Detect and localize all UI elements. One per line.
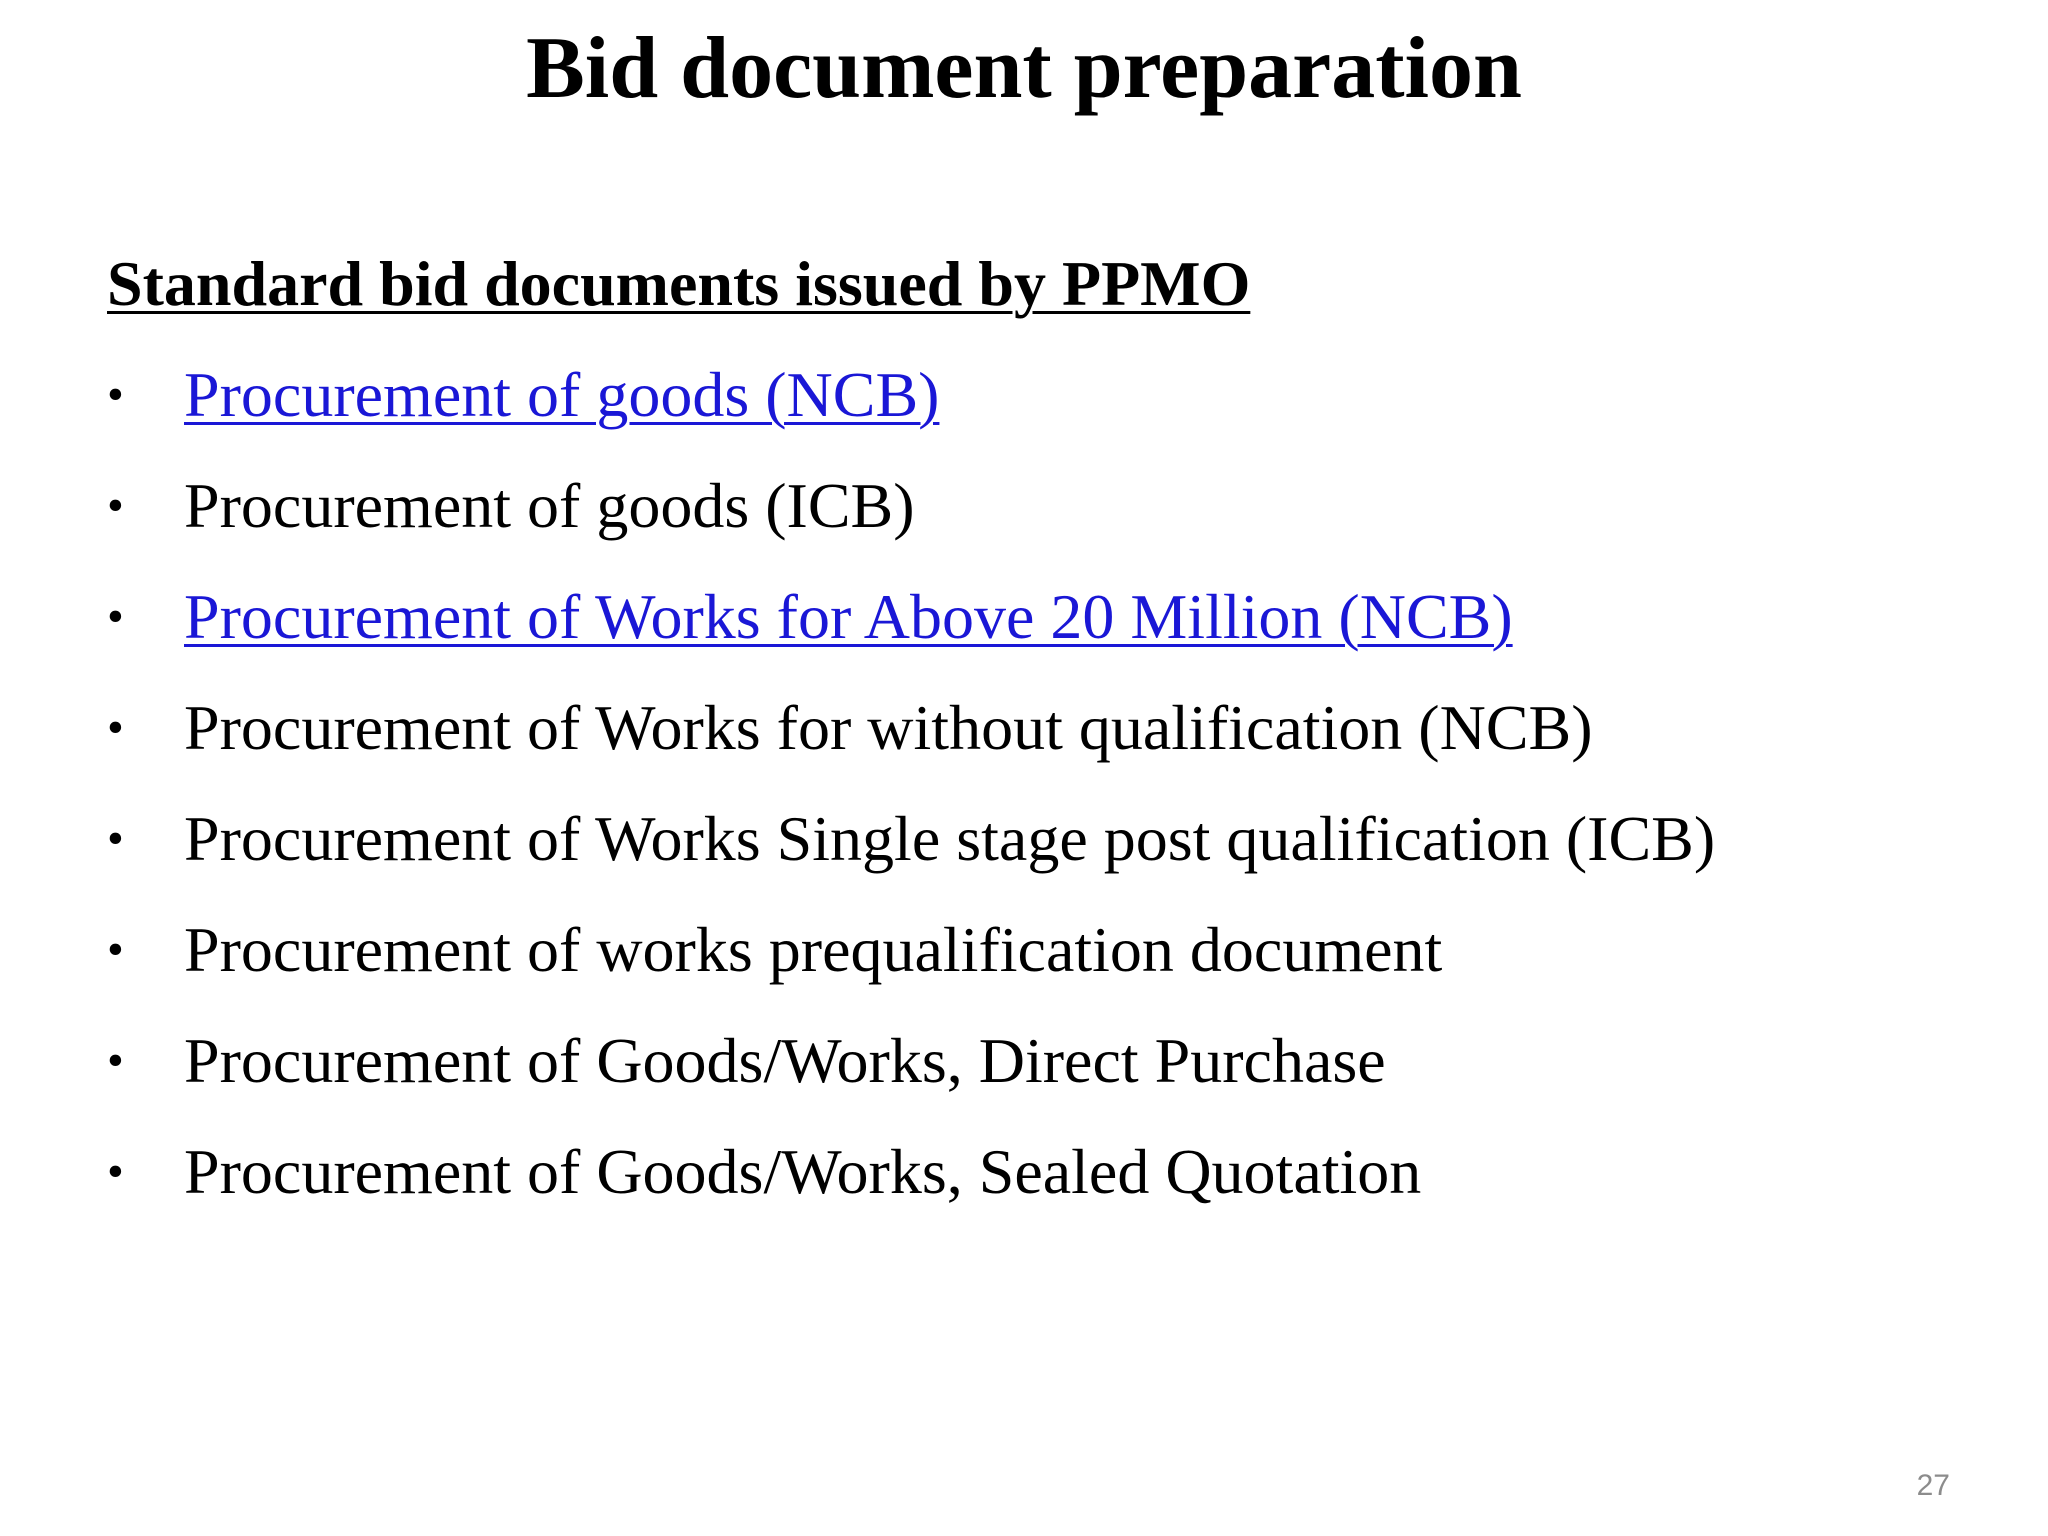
link-procurement-goods-ncb[interactable]: Procurement of goods (NCB): [184, 359, 940, 430]
slide-title: Bid document preparation: [526, 20, 1522, 117]
bullet-text: Procurement of Goods/Works, Sealed Quotation: [184, 1136, 1422, 1207]
bullet-icon: •: [107, 923, 124, 976]
bullet-icon: •: [107, 812, 124, 865]
bullet-text: Procurement of goods (ICB): [184, 470, 915, 541]
page-number: 27: [1916, 1469, 1950, 1502]
bullet-icon: •: [107, 479, 124, 532]
bullet-text: Procurement of works prequalification document: [184, 914, 1443, 985]
bullet-text: Procurement of Works Single stage post qualification (ICB): [184, 803, 1716, 874]
bullet-icon: •: [107, 368, 124, 421]
bullet-text: Procurement of Goods/Works, Direct Purchase: [184, 1025, 1386, 1096]
bullet-icon: •: [107, 1145, 124, 1198]
bullet-icon: •: [107, 1034, 124, 1087]
bullet-icon: •: [107, 701, 124, 754]
bullet-text: Procurement of Works for without qualification (NCB): [184, 692, 1593, 763]
link-procurement-works-above-20-million-ncb[interactable]: Procurement of Works for Above 20 Million (NCB): [184, 581, 1513, 652]
bullet-icon: •: [107, 590, 124, 643]
section-heading: Standard bid documents issued by PPMO: [107, 248, 1251, 319]
